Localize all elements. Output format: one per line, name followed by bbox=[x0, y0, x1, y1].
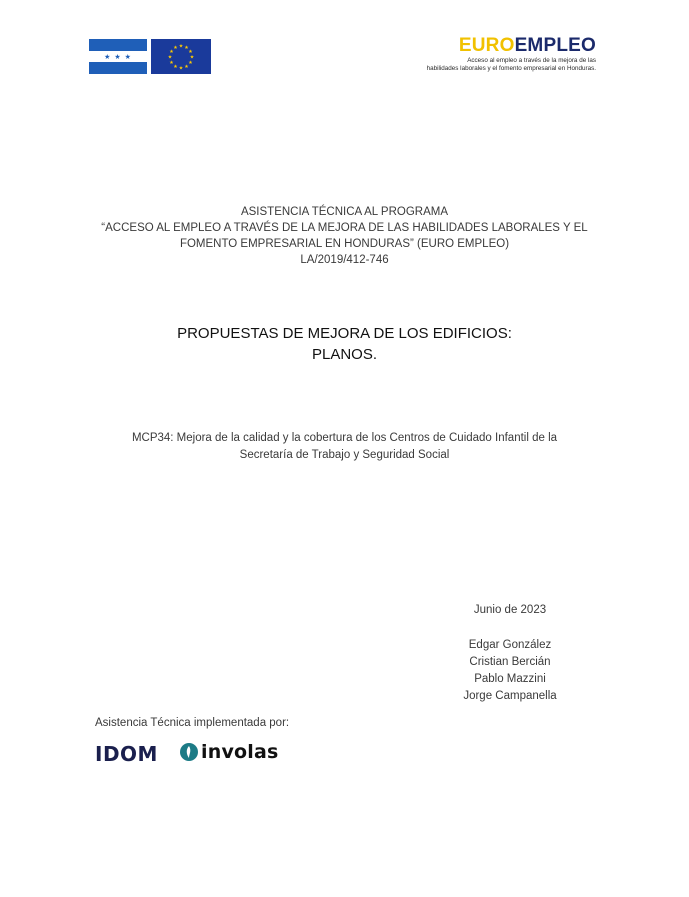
involas-logo bbox=[179, 741, 279, 763]
idom-logo: IDOM bbox=[95, 742, 158, 766]
eu-star-icon: ★ bbox=[178, 65, 184, 72]
author-name: Jorge Campanella bbox=[463, 690, 557, 702]
authors-list bbox=[440, 637, 580, 705]
author-name: Cristian Bercián bbox=[469, 656, 551, 668]
title-line-2: PLANOS. bbox=[311, 346, 378, 363]
program-line-4: LA/2019/412-746 bbox=[300, 254, 389, 266]
eu-star-icon: ★ bbox=[178, 43, 184, 50]
eu-star-icon: ★ bbox=[189, 54, 195, 61]
program-line-2: “ACCESO AL EMPLEO A TRAVÉS DE LA MEJORA DE LAS HABILIDADES LABORALES Y EL bbox=[101, 222, 588, 234]
eu-star-icon: ★ bbox=[188, 59, 193, 66]
document-title bbox=[90, 323, 599, 365]
flag-stripe-top bbox=[89, 39, 147, 51]
involas-mark-icon bbox=[179, 742, 199, 762]
implementers-label: Asistencia Técnica implementada por: bbox=[95, 717, 290, 729]
eu-star-icon: ★ bbox=[184, 44, 189, 51]
euroempleo-euro: EURO bbox=[458, 35, 515, 56]
eu-star-icon: ★ bbox=[169, 59, 174, 66]
document-subtitle bbox=[90, 430, 599, 464]
euroempleo-wordmark bbox=[396, 36, 596, 56]
subtitle-line-1: MCP34: Mejora de la calidad y la cobertura de los Centros de Cuidado Infantil de la bbox=[131, 432, 558, 444]
eu-star-icon: ★ bbox=[173, 63, 178, 70]
eu-flag-logo bbox=[151, 39, 211, 74]
title-line-1: PROPUESTAS DE MEJORA DE LOS EDIFICIOS: bbox=[177, 325, 512, 342]
eu-star-icon: ★ bbox=[188, 48, 193, 55]
euroempleo-tagline bbox=[396, 57, 596, 72]
euroempleo-logo bbox=[396, 36, 596, 72]
program-heading bbox=[90, 204, 599, 268]
program-line-3: FOMENTO EMPRESARIAL EN HONDURAS” (EURO EMPLEO) bbox=[179, 238, 510, 250]
author-name: Edgar González bbox=[468, 639, 552, 651]
flag-stripe-middle bbox=[89, 51, 147, 63]
honduras-flag-logo bbox=[89, 39, 147, 74]
tagline-line-1: Acceso al empleo a través de la mejora de las bbox=[467, 57, 596, 64]
eu-star-icon: ★ bbox=[169, 48, 174, 55]
eu-star-icon: ★ bbox=[167, 54, 173, 61]
involas-wordmark: involas bbox=[201, 741, 279, 763]
eu-star-icon: ★ bbox=[184, 63, 189, 70]
eu-star-icon: ★ bbox=[173, 44, 178, 51]
document-date: Junio de 2023 bbox=[473, 604, 547, 616]
subtitle-line-2: Secretaría de Trabajo y Seguridad Social bbox=[239, 449, 450, 461]
flag-stars: ★ ★ ★ bbox=[104, 53, 132, 61]
euroempleo-empleo: EMPLEO bbox=[514, 35, 596, 56]
program-line-1: ASISTENCIA TÉCNICA AL PROGRAMA bbox=[240, 206, 449, 218]
tagline-line-2: habilidades laborales y el fomento empresarial en Honduras. bbox=[426, 64, 596, 72]
author-name: Pablo Mazzini bbox=[474, 673, 546, 685]
flag-stripe-bottom bbox=[89, 62, 147, 74]
